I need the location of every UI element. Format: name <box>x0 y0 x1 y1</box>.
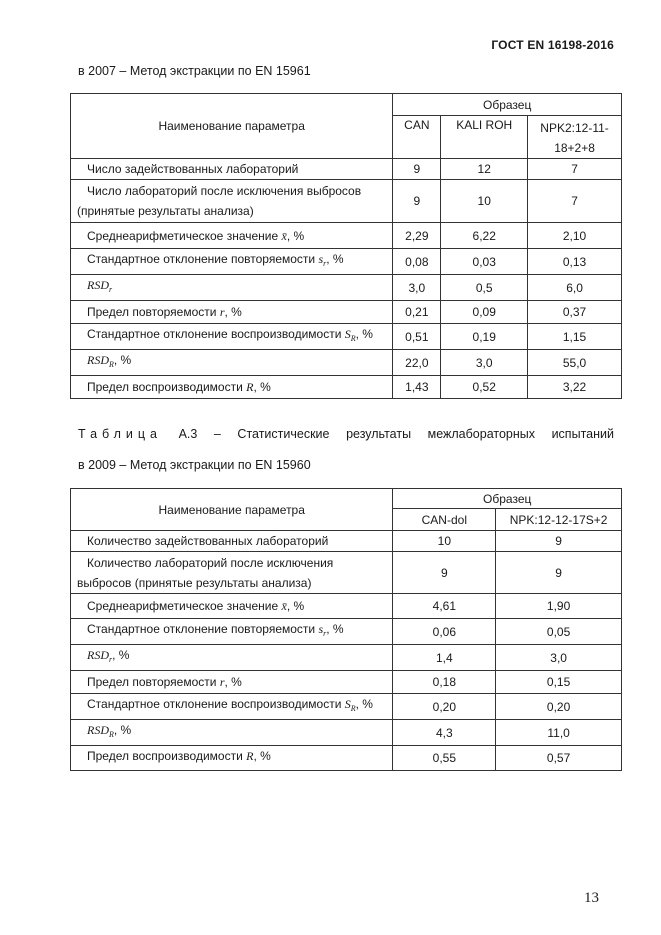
cell-value: 0,06 <box>393 619 496 645</box>
cell-value: 3,0 <box>393 275 441 301</box>
table-row <box>71 376 622 399</box>
table-row <box>71 746 622 771</box>
cell-value: 0,37 <box>528 301 622 324</box>
page-number: 13 <box>584 890 599 906</box>
cell-value: 0,08 <box>393 249 441 275</box>
cell-value: 0,20 <box>496 694 622 720</box>
cell-value: 2,10 <box>528 223 622 249</box>
table-row <box>71 223 622 249</box>
table-row <box>71 720 622 746</box>
cell-value: 0,09 <box>441 301 528 324</box>
cell-value: 55,0 <box>528 350 622 376</box>
cell-value: 0,55 <box>393 746 496 771</box>
cell-value: 1,43 <box>393 376 441 399</box>
param-header: Наименование параметра <box>71 94 393 159</box>
cell-value: 4,61 <box>393 594 496 619</box>
cell-value: 9 <box>393 180 441 223</box>
cell-value: 0,20 <box>393 694 496 720</box>
cell-value: 0,21 <box>393 301 441 324</box>
sample-header: Образец <box>393 94 622 116</box>
table-row <box>71 324 622 350</box>
cell-value: 0,05 <box>496 619 622 645</box>
table-row <box>71 645 622 671</box>
row-label: Количество задействованных лабораторий <box>71 531 393 552</box>
sample-col-header: NPK:12-12-17S+2 <box>496 509 622 531</box>
cell-value: 1,15 <box>528 324 622 350</box>
cell-value: 11,0 <box>496 720 622 746</box>
table-row <box>71 531 622 552</box>
row-label: $RSD_r$, % <box>71 645 393 671</box>
table-row <box>71 301 622 324</box>
cell-value: 12 <box>441 159 528 180</box>
cell-value: 3,0 <box>496 645 622 671</box>
cell-value: 0,52 <box>441 376 528 399</box>
row-label: Число лабораторий после исключения выбросов (принятые результаты анализа) <box>71 180 393 223</box>
table-row <box>71 694 622 720</box>
cell-value: 3,0 <box>441 350 528 376</box>
cell-value: 1,4 <box>393 645 496 671</box>
cell-value: 9 <box>496 531 622 552</box>
table-row <box>71 594 622 619</box>
cell-value: 3,22 <box>528 376 622 399</box>
row-label: $RSD_R$, % <box>71 720 393 746</box>
table2-intro: в 2009 – Метод экстракции по EN 15960 <box>78 458 311 472</box>
cell-value: 6,0 <box>528 275 622 301</box>
cell-value: 0,57 <box>496 746 622 771</box>
row-label: Предел воспроизводимости R, % <box>71 376 393 399</box>
sample-col-header: KALI ROH <box>441 116 528 159</box>
row-label: Предел повторяемости r, % <box>71 301 393 324</box>
row-label: $RSD_R$, % <box>71 350 393 376</box>
param-header: Наименование параметра <box>71 489 393 531</box>
row-label: Стандартное отклонение воспроизводимости $S_R$, % <box>71 324 393 350</box>
row-label: Стандартное отклонение воспроизводимости $S_R$, % <box>71 694 393 720</box>
table-row <box>71 619 622 645</box>
cell-value: 0,51 <box>393 324 441 350</box>
table-row <box>71 552 622 594</box>
cell-value: 10 <box>393 531 496 552</box>
cell-value: 0,03 <box>441 249 528 275</box>
sample-header: Образец <box>393 489 622 509</box>
cell-value: 2,29 <box>393 223 441 249</box>
table1-intro: в 2007 – Метод экстракции по EN 15961 <box>78 64 311 78</box>
row-label: Количество лабораторий после исключения выбросов (принятые результаты анализа) <box>71 552 393 594</box>
results-table-2007 <box>70 93 622 399</box>
row-label: Среднеарифметическое значение x̄, % <box>71 223 393 249</box>
row-label: Предел воспроизводимости R, % <box>71 746 393 771</box>
table-row <box>71 249 622 275</box>
cell-value: 22,0 <box>393 350 441 376</box>
cell-value: 9 <box>393 159 441 180</box>
table-row <box>71 159 622 180</box>
cell-value: 0,18 <box>393 671 496 694</box>
row-label: Стандартное отклонение повторяемости $s_r$, % <box>71 249 393 275</box>
row-label: $RSD_r$ <box>71 275 393 301</box>
table-row <box>71 180 622 223</box>
cell-value: 0,19 <box>441 324 528 350</box>
cell-value: 7 <box>528 180 622 223</box>
cell-value: 4,3 <box>393 720 496 746</box>
row-label: Предел повторяемости r, % <box>71 671 393 694</box>
table2-caption: Таблица А.3 – Статистические результаты межлабораторных испытаний <box>78 427 614 441</box>
cell-value: 0,5 <box>441 275 528 301</box>
cell-value: 9 <box>496 552 622 594</box>
cell-value: 0,15 <box>496 671 622 694</box>
sample-col-header: CAN-dol <box>393 509 496 531</box>
cell-value: 0,13 <box>528 249 622 275</box>
document-standard-code: ГОСТ EN 16198-2016 <box>491 38 614 52</box>
results-table-2009 <box>70 488 622 771</box>
sample-col-header: NPK2:12-11-18+2+8 <box>528 116 622 159</box>
cell-value: 10 <box>441 180 528 223</box>
cell-value: 7 <box>528 159 622 180</box>
table-row <box>71 350 622 376</box>
sample-col-header: CAN <box>393 116 441 159</box>
cell-value: 9 <box>393 552 496 594</box>
cell-value: 6,22 <box>441 223 528 249</box>
row-label: Стандартное отклонение повторяемости $s_r$, % <box>71 619 393 645</box>
row-label: Среднеарифметическое значение x̄, % <box>71 594 393 619</box>
table-row <box>71 275 622 301</box>
cell-value: 1,90 <box>496 594 622 619</box>
table-row <box>71 671 622 694</box>
row-label: Число задействованных лабораторий <box>71 159 393 180</box>
